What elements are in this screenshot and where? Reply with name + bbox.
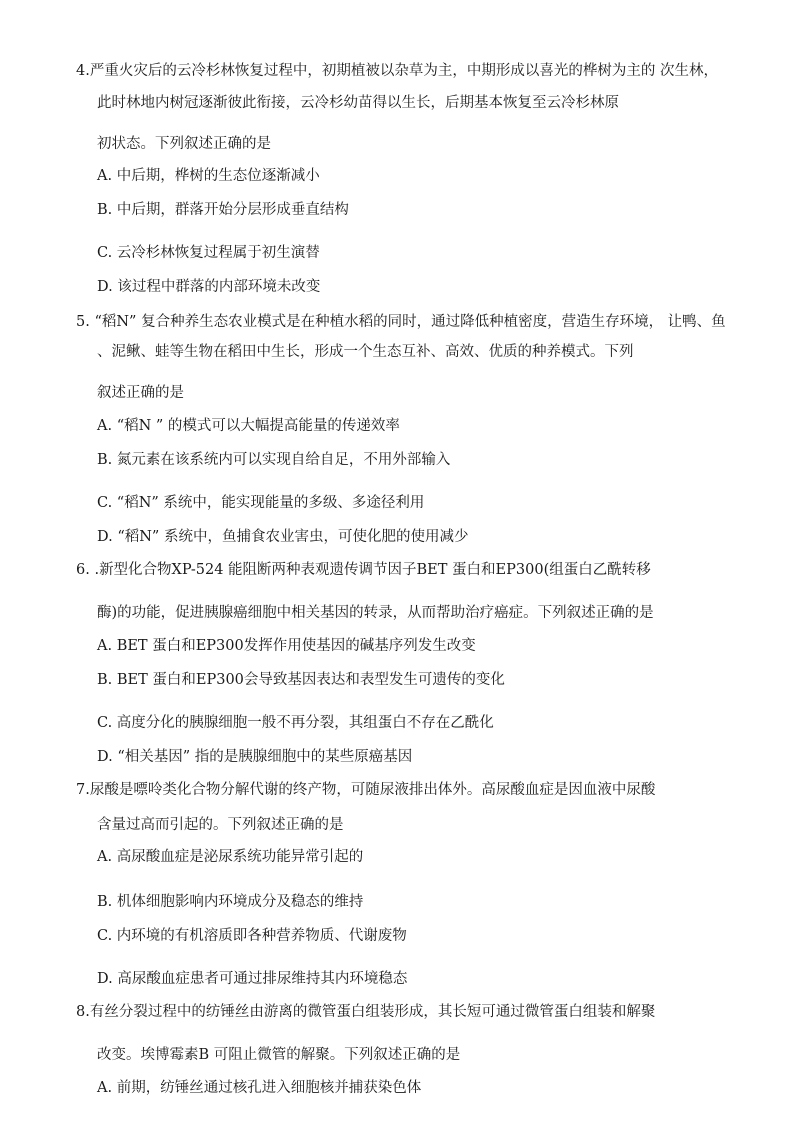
question-4-stem-line-3: 初状态。下列叙述正确的是 (97, 136, 271, 152)
stem-text: “稻N” 复合种养生态农业模式是在种植水稻的同时，通过降低种植密度，营造生存环境， 让鸭、鱼 (89, 314, 726, 330)
question-number: 4. (76, 63, 90, 79)
option-d[interactable]: D. 该过程中群落的内部环境未改变 (97, 279, 321, 295)
question-5-stem-line-1 (76, 313, 726, 331)
option-a[interactable]: A. 中后期，桦树的生态位逐渐减小 (97, 168, 320, 184)
option-b[interactable]: B. BET 蛋白和EP300会导致基因表达和表型发生可遗传的变化 (97, 672, 505, 688)
option-a[interactable]: A. 前期，纺锤丝通过核孔进入细胞核并捕获染色体 (97, 1080, 422, 1096)
stem-text: 尿酸是嘌呤类化合物分解代谢的终产物，可随尿液排出体外。高尿酸血症是因血液中尿酸 (89, 782, 656, 798)
question-number: 8. (76, 1004, 90, 1020)
question-number: 7. (76, 782, 90, 798)
question-4-stem-line-2: 此时林地内树冠逐渐彼此衔接，云冷杉幼苗得以生长，后期基本恢复至云冷杉林原 (97, 95, 619, 111)
question-8-stem-line-1 (76, 1003, 655, 1021)
option-c[interactable]: C. 高度分化的胰腺细胞一般不再分裂，其组蛋白不存在乙酰化 (97, 715, 494, 731)
question-number: 5. (76, 314, 90, 330)
option-c[interactable]: C. 云冷杉林恢复过程属于初生演替 (97, 245, 320, 261)
option-a[interactable]: A. 高尿酸血症是泌尿系统功能异常引起的 (97, 849, 364, 865)
question-number: 6. . (76, 562, 100, 578)
question-4-stem-line-1 (76, 62, 718, 80)
option-b[interactable]: B. 氮元素在该系统内可以实现自给自足，不用外部输入 (97, 452, 451, 468)
option-d[interactable]: D. 高尿酸血症患者可通过排尿维持其内环境稳态 (97, 971, 408, 987)
question-5-stem-line-2: 、泥鳅、蛙等生物在稻田中生长，形成一个生态互补、高效、优质的种养模式。下列 (97, 344, 634, 360)
option-c[interactable]: C. 内环境的有机溶质即各种营养物质、代谢废物 (97, 928, 407, 944)
option-c[interactable]: C. “稻N” 系统中，能实现能量的多级、多途径利用 (97, 495, 425, 511)
stem-text: 有丝分裂过程中的纺锤丝由游离的微管蛋白组装形成，其长短可通过微管蛋白组装和解聚 (89, 1004, 656, 1020)
option-d[interactable]: D. “稻N” 系统中，鱼捕食农业害虫，可使化肥的使用减少 (97, 529, 469, 545)
question-7-stem-line-1 (76, 781, 655, 799)
question-7-stem-line-2: 含量过高而引起的。下列叙述正确的是 (97, 817, 344, 833)
question-5-stem-line-3: 叙述正确的是 (97, 385, 184, 401)
option-a[interactable]: A. “稻N ” 的模式可以大幅提高能量的传递效率 (97, 418, 400, 434)
question-6-stem-line-2: 酶)的功能，促进胰腺癌细胞中相关基因的转录，从而帮助治疗癌症。下列叙述正确的是 (97, 605, 654, 621)
stem-text: 严重火灾后的云冷杉林恢复过程中，初期植被以杂草为主，中期形成以喜光的桦树为主的 次生林， (89, 63, 718, 79)
option-b[interactable]: B. 机体细胞影响内环境成分及稳态的维持 (97, 894, 364, 910)
option-d[interactable]: D. “相关基因” 指的是胰腺细胞中的某些原癌基因 (97, 749, 413, 765)
question-6-stem-line-1 (76, 561, 651, 579)
option-a[interactable]: A. BET 蛋白和EP300发挥作用使基因的碱基序列发生改变 (97, 638, 476, 654)
option-b[interactable]: B. 中后期，群落开始分层形成垂直结构 (97, 202, 349, 218)
stem-text: 新型化合物XP-524 能阻断两种表观遗传调节因子BET 蛋白和EP300(组蛋白乙酰转移 (99, 562, 651, 578)
question-8-stem-line-2: 改变。埃博霉素B 可阻止微管的解聚。下列叙述正确的是 (97, 1047, 461, 1063)
